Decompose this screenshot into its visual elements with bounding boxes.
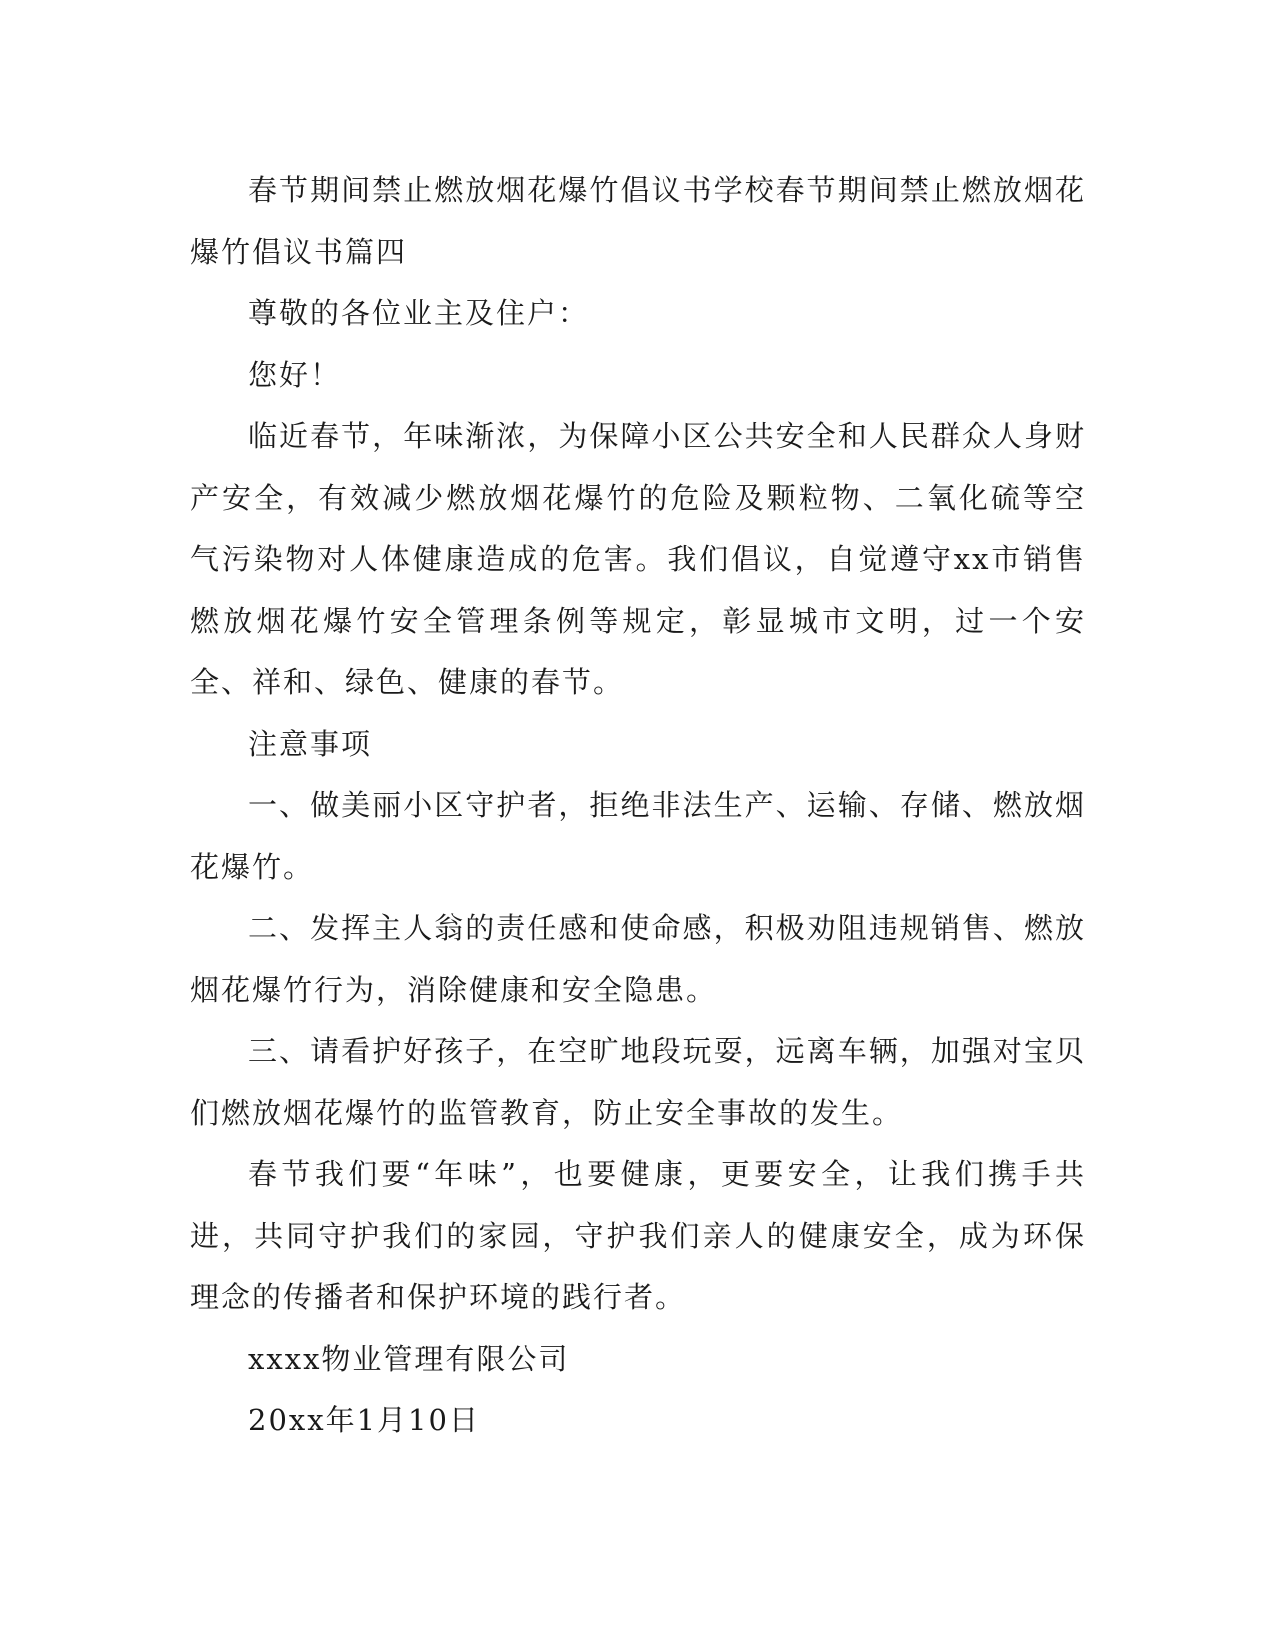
- notice-item-1: 一、做美丽小区守护者，拒绝非法生产、运输、存储、燃放烟花爆竹。: [190, 788, 1086, 884]
- document-title: 春节期间禁止燃放烟花爆竹倡议书学校春节期间禁止燃放烟花爆竹倡议书篇四: [190, 173, 1086, 269]
- signature: xxxx物业管理有限公司: [248, 1341, 570, 1376]
- greeting: 您好！: [248, 357, 342, 392]
- closing-paragraph: 春节我们要“年味”，也要健康，更要安全，让我们携手共进，共同守护我们的家园，守护我们亲人的健康安全，成为环保理念的传播者和保护环境的践行者。: [190, 1157, 1086, 1314]
- date: 20xx年1月10日: [248, 1403, 480, 1437]
- notice-heading: 注意事项: [248, 726, 373, 761]
- salutation: 尊敬的各位业主及住户：: [248, 296, 590, 330]
- intro-paragraph: 临近春节，年味渐浓，为保障小区公共安全和人民群众人身财产安全，有效减少燃放烟花爆竹的危险及颗粒物、二氧化硫等空气污染物对人体健康造成的危害。我们倡议，自觉遵守xx市销售燃放烟花爆竹安全管理条例等规定，彰显城市文明，过一个安全、祥和、绿色、健康的春节。: [190, 419, 1086, 699]
- notice-item-2: 二、发挥主人翁的责任感和使命感，积极劝阻违规销售、燃放烟花爆竹行为，消除健康和安全隐患。: [190, 911, 1086, 1007]
- notice-item-3: 三、请看护好孩子，在空旷地段玩耍，远离车辆，加强对宝贝们燃放烟花爆竹的监管教育，防止安全事故的发生。: [190, 1034, 1086, 1130]
- document-body: [190, 160, 1086, 1452]
